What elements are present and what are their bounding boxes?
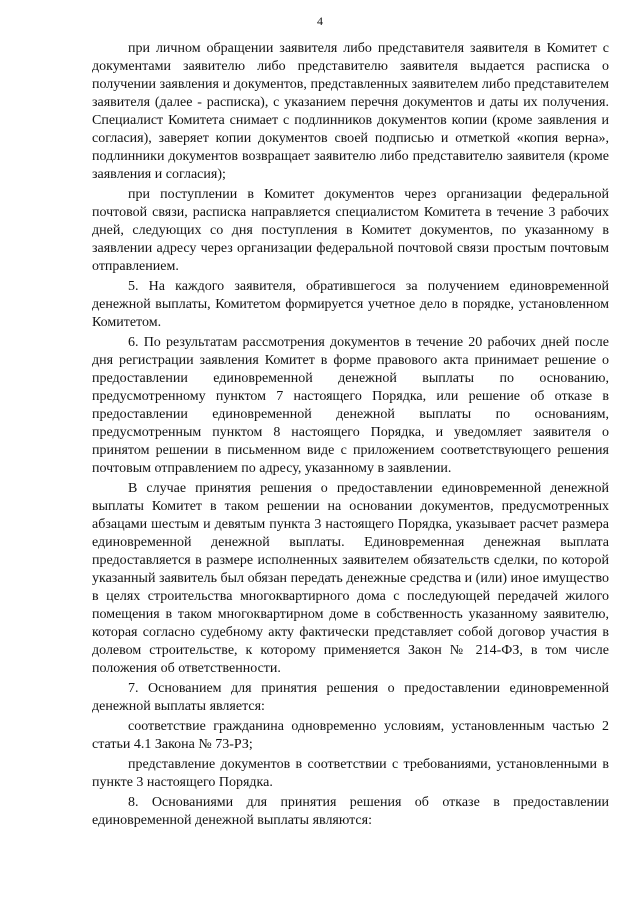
paragraph-payment-calculation: В случае принятия решения о предоставлении единовременной денежной выплаты Комитет в таком решении на основании документов, предусмотренных абзацами шестым и девятым пункта 3 настоящего Порядка, указывает расчет размера единовременной денежной выплаты. Единовременная денежная выплата предоставляется в размере исполненных заявителем обязательств сделки, по которой указанный заявитель был обязан передать денежные средства и (или) иное имущество в целях строительства многоквартирного дома с последующей передачей жилого помещения в таком многоквартирном доме в собственность указанному заявителю, которая согласно судебному акту фактически представляет собой договор участия в долевом строительстве, к которому применяется Закон № 214-ФЗ, в том числе положения об ответственности. <box>92 481 609 676</box>
paragraph-item-5: 5. На каждого заявителя, обратившегося за получением единовременной денежной выплаты, Комитетом формируется учетное дело в порядке, установленном Комитетом. <box>92 279 609 330</box>
paragraph-personal-submission: при личном обращении заявителя либо представителя заявителя в Комитет с документами заявителю либо представителю заявителя выдается расписка о получении заявления и документов, представленных заявителем либо представителем заявителя (далее - расписка), с указанием перечня документов и даты их получения. Специалист Комитета снимает с подлинников документов копии (кроме заявления и согласия), заверяет копии документов своей подписью и отметкой «копия верна», подлинники документов возвращает заявителю либо представителю заявителя (кроме заявления и согласия); <box>92 41 609 182</box>
paragraph-item-7: 7. Основанием для принятия решения о предоставлении единовременной денежной выплаты является: <box>92 681 609 714</box>
page-number: 4 <box>317 14 323 28</box>
paragraph-condition-compliance: соответствие гражданина одновременно условиям, установленным частью 2 статьи 4.1 Закона № 73-РЗ; <box>92 719 609 752</box>
paragraph-condition-documents: представление документов в соответствии с требованиями, установленными в пункте 3 настоящего Порядка. <box>92 757 609 790</box>
paragraph-item-8: 8. Основаниями для принятия решения об отказе в предоставлении единовременной денежной выплаты являются: <box>92 795 609 828</box>
paragraph-item-6: 6. По результатам рассмотрения документов в течение 20 рабочих дней после дня регистрации заявления Комитет в форме правового акта принимает решение о предоставлении единовременной денежной выплаты по основанию, предусмотренному пунктом 7 настоящего Порядка, или решение об отказе в предоставлении единовременной денежной выплаты по основаниям, предусмотренным пунктом 8 настоящего Порядка, и уведомляет заявителя о принятом решении в письменном виде с приложением соответствующего решения почтовым отправлением по адресу, указанному в заявлении. <box>92 335 609 476</box>
paragraph-postal-submission: при поступлении в Комитет документов через организации федеральной почтовой связи, расписка направляется специалистом Комитета в течение 3 рабочих дней, следующих со дня поступления в Комитет документов, по указанному в заявлении адресу через организации федеральной почтовой связи простым почтовым отправлением. <box>92 187 609 274</box>
document-body <box>92 40 609 832</box>
